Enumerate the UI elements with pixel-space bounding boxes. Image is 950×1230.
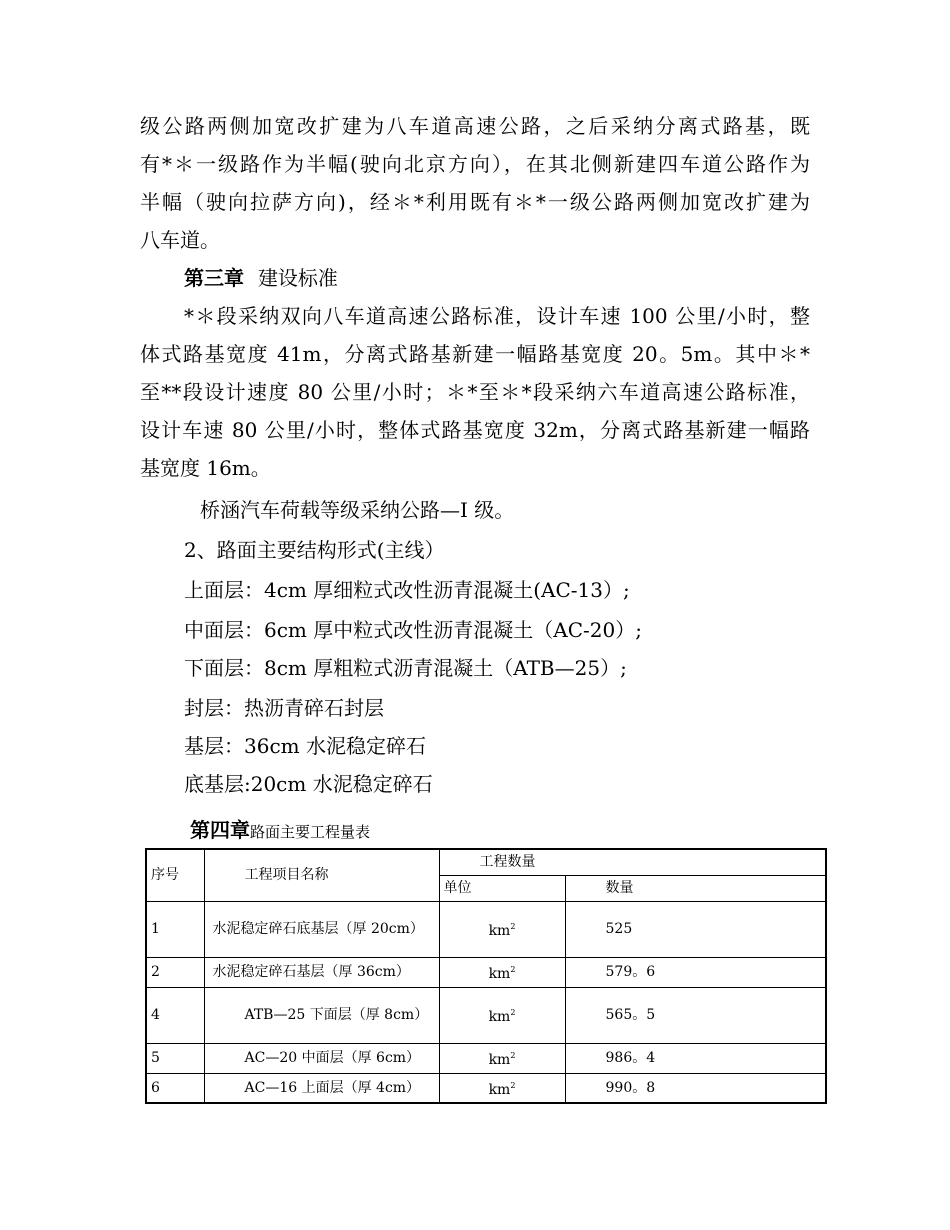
unit-text: km — [488, 923, 511, 939]
header-unit: 单位 — [439, 875, 565, 901]
cell-name: 水泥稳定碎石基层（厚 36cm） — [204, 957, 439, 987]
cell-amount: 525 — [565, 901, 826, 957]
unit-text: km — [488, 1081, 511, 1098]
paragraph-line: 基宽度 16m。 — [140, 456, 271, 480]
cell-amount: 986。4 — [565, 1043, 826, 1073]
paragraph-line: 有*＊一级路作为半幅(驶向北京方向），在其北侧新建四车道公路作为 — [140, 152, 810, 176]
table-row — [146, 957, 826, 987]
paragraph-line: *＊段采纳双向八车道高速公路标准，设计车速 100 公里/小时，整 — [184, 304, 810, 328]
cell-unit — [439, 957, 565, 987]
paragraph-line: 级公路两侧加宽改扩建为八车道高速公路，之后采纳分离式路基，既 — [140, 114, 810, 138]
paragraph-line: 设计车速 80 公里/小时，整体式路基宽度 32m，分离式路基新建一幅路 — [140, 418, 810, 442]
unit-superscript: 2 — [510, 965, 516, 974]
chapter-heading — [184, 266, 338, 290]
header-qty-group: 工程数量 — [439, 849, 826, 875]
cell-unit — [439, 1043, 565, 1073]
chapter-number: 第四章 — [190, 818, 250, 842]
structure-item: 中面层：6cm 厚中粒式改性沥青混凝土（AC-20）; — [184, 618, 642, 642]
header-name: 工程项目名称 — [204, 849, 439, 901]
load-grade-line: 桥涵汽车荷载等级采纳公路—I 级。 — [200, 498, 515, 522]
cell-unit — [439, 987, 565, 1043]
table-row — [146, 987, 826, 1043]
unit-superscript: 2 — [510, 1080, 516, 1090]
paragraph-line: 体式路基宽度 41m，分离式路基新建一幅路基宽度 20。5m。其中＊* — [140, 342, 810, 366]
chapter-heading — [190, 814, 370, 843]
cell-name: ATB—25 下面层（厚 8cm） — [204, 987, 439, 1043]
cell-amount: 579。6 — [565, 957, 826, 987]
cell-amount: 990。8 — [565, 1073, 826, 1103]
cell-name: 水泥稳定碎石底基层（厚 20cm） — [204, 901, 439, 957]
structure-item: 基层：36cm 水泥稳定碎石 — [184, 734, 426, 758]
cell-seq: 1 — [146, 901, 204, 957]
cell-unit — [439, 901, 565, 957]
header-seq: 序号 — [146, 849, 204, 901]
chapter-number: 第三章 — [184, 266, 244, 290]
cell-name: AC—16 上面层（厚 4cm） — [204, 1073, 439, 1103]
chapter-title: 路面主要工程量表 — [250, 823, 371, 841]
unit-superscript: 2 — [510, 922, 516, 931]
cell-unit — [439, 1073, 565, 1103]
cell-name: AC—20 中面层（厚 6cm） — [204, 1043, 439, 1073]
unit-text: km — [488, 1009, 511, 1025]
unit-superscript: 2 — [510, 1051, 516, 1060]
structure-item: 封层：热沥青碎石封层 — [184, 696, 384, 720]
structure-item: 下面层：8cm 厚粗粒式沥青混凝土（ATB—25）; — [184, 656, 627, 680]
chapter-title: 建设标准 — [257, 266, 338, 290]
unit-superscript: 2 — [510, 1008, 516, 1017]
cell-seq: 5 — [146, 1043, 204, 1073]
cell-amount: 565。5 — [565, 987, 826, 1043]
structure-item: 底基层:20cm 水泥稳定碎石 — [184, 772, 433, 796]
cell-seq: 6 — [146, 1073, 204, 1103]
table-row — [146, 1043, 826, 1073]
structure-title: 2、路面主要结构形式(主线） — [184, 538, 445, 562]
cell-seq: 2 — [146, 957, 204, 987]
table-row — [146, 901, 826, 957]
structure-item: 上面层：4cm 厚细粒式改性沥青混凝土(AC-13）; — [184, 578, 630, 602]
header-amount: 数量 — [565, 875, 826, 901]
unit-text: km — [488, 966, 511, 982]
paragraph-line: 半幅（驶向拉萨方向)，经＊*利用既有＊*一级公路两侧加宽改扩建为 — [140, 190, 810, 214]
table-row — [146, 1073, 826, 1103]
quantity-table — [145, 848, 827, 1104]
paragraph-line: 八车道。 — [140, 228, 220, 252]
paragraph-line: 至**段设计速度 80 公里/小时；＊*至＊*段采纳六车道高速公路标准， — [140, 380, 810, 404]
cell-seq: 4 — [146, 987, 204, 1043]
unit-text: km — [488, 1052, 511, 1068]
